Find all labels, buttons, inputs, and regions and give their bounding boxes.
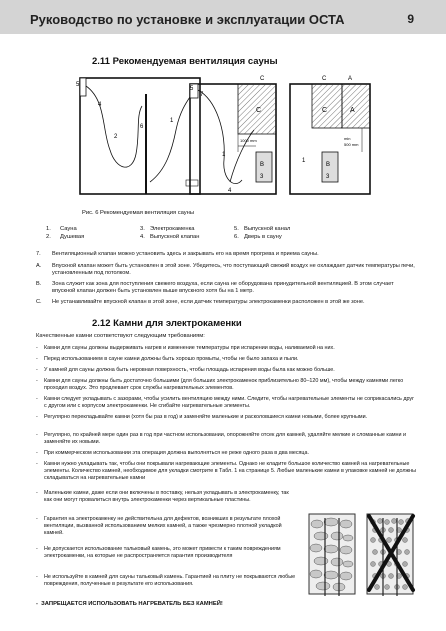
label-four-left: 4 [98, 102, 102, 108]
list-item: - При коммерческом использовании эта операция должна выполняться не реже одного раза в два месяца. [36, 450, 310, 456]
legend-num: 3. [140, 226, 145, 232]
legend-text: Электрокаменка [150, 226, 195, 232]
list-item: - Камни нужно укладывать так, чтобы они покрывали нагревающие элементы. Однако не кладите большое количество камней на нагревательные элементы. Количество камней, необходимое для укладки смотрите в Табл. 1 на странице 5. Любые маленькие камни в упаковке камней не должны складываться на нагревательные камни [36, 461, 416, 481]
note-text: Впускной клапан может быть установлен в этой зоне. Убедитесь, что поступающий свежий воздух не охлаждает датчик температуры печи, установленным под потолком. [52, 263, 415, 276]
note-item [36, 251, 416, 258]
legend-text: Сауна [60, 226, 77, 232]
note-text: Вентиляционный клапан можно установить здесь и закрывать его на время прогрева и приема сауны. [52, 251, 319, 257]
label-b-mid: B [260, 162, 265, 168]
list-item: - Регулярно перекладывайте камни (хотя бы раз в год) и заменяйте маленькие и расколовшиеся камни новыми, более крупными. [36, 414, 368, 420]
note-item [36, 281, 416, 295]
label-five-left: 5 [76, 82, 80, 88]
list-item: - Не допускается использование тальковый камень, это может привести к таким повреждениям электрокаменки, на которые не распространяется гарантия производителя [36, 546, 281, 559]
stones-intro: Качественные камни соответствуют следующим требованиям: [36, 333, 205, 339]
label-one-right: 1 [302, 158, 306, 164]
list-item: - Камни для сауны должны выдерживать нагрев и изменение температуры при испарении воды, наливаемой на них. [36, 345, 335, 351]
left-diagram [80, 78, 200, 194]
label-b-right: B [326, 162, 331, 168]
note-text: Зона служит как зона для поступления свежего воздуха, если сауна не оборудована принудительной вентиляцией. В этом случает впускной клапан должен быть установлен выше впускного хотя бы на 1 метр. [52, 281, 394, 294]
label-one-mid: 1 [222, 152, 226, 158]
label-five-mid: 5 [190, 86, 194, 92]
correct-stones-image [309, 514, 355, 596]
note-key: A. [36, 263, 42, 269]
label-a-right-zone: A [350, 107, 355, 114]
label-four-mid: 4 [228, 188, 232, 194]
note-key: 7. [36, 251, 41, 257]
label-one-left: 1 [170, 118, 174, 124]
list-item: - У камней для сауны должна быть неровная поверхность, чтобы площадь испарения воды была как можно больше. [36, 367, 335, 373]
list-item: - Камни следует укладывать с зазорами, чтобы усилить вентиляцию между ними. Следите, чтобы нагревательные элементы не соприкасались друг с другом или с корпусом электрокаменки. Не сгибайте нагревательные элементы. [36, 396, 415, 409]
ventilation-figure [76, 70, 376, 210]
list-item: - Камни для сауны должны быть достаточно большими (для больших электрокаменок приблизительно 80–120 мм), чтобы между камнями легко проходил воздух. Это продлевает срок службы нагревательных элементов. [36, 378, 404, 391]
label-min: min [344, 136, 351, 141]
note-item [36, 263, 416, 277]
legend-text: Дверь в сауну [244, 234, 282, 240]
stone-placement-figure [303, 510, 421, 598]
label-c-right-top: C [322, 76, 327, 82]
label-a-right-top: A [348, 76, 353, 82]
list-item: - Перед использованием в сауне камни должны быть хорошо промыты, чтобы не было запаха и пыли. [36, 356, 299, 362]
label-c-mid-top: C [260, 76, 265, 82]
figure-legend [46, 226, 290, 242]
label-six: 6 [140, 124, 144, 130]
document-title: Руководство по установке и эксплуатации ОСТА [30, 12, 345, 27]
incorrect-stones-image [367, 514, 413, 596]
list-item: - Маленькие камни, даже если они включены в поставку, нельзя укладывать в электрокаменку, так как они могут провалиться внутрь электрокаменки через вертикальные пластины. [36, 490, 289, 503]
legend-num: 5. [234, 226, 239, 232]
figure-caption: Рис. 6 Рекомендуемая вентиляция сауны [82, 210, 195, 216]
label-three-mid: 3 [260, 174, 264, 180]
section-heading-stones: 2.12 Камни для электрокаменки [92, 318, 242, 329]
label-seven: 7 [200, 92, 204, 98]
label-two: 2 [114, 134, 118, 140]
note-key: B. [36, 281, 42, 287]
legend-num: 4. [140, 234, 145, 240]
label-three-right: 3 [326, 174, 330, 180]
label-c-mid-zone: C [256, 107, 262, 114]
page-header [0, 0, 446, 34]
note-key: C. [36, 299, 42, 305]
label-c-right-zone: C [322, 107, 328, 114]
legend-text: Выпускной клапан [150, 234, 200, 240]
list-item: - Гарантия на электрокаменку не действительна для дефектов, возникших в результате плохой вентиляции, вызванной использованием мелких камней, а также чрезмерно плотной укладкой камней. [36, 516, 282, 536]
label-1000mm: 1000 mm [240, 138, 257, 143]
section-heading-ventilation: 2.11 Рекомендуемая вентиляция сауны [92, 56, 278, 67]
legend-text: Выпускной канал [244, 226, 291, 232]
note-text: Не устанавливайте впускной клапан в этой зоне, если датчик температуры электрокаменки расположен в этой же зоне. [52, 299, 365, 305]
note-item [36, 299, 416, 306]
right-diagram [290, 84, 370, 194]
list-item: - Не используйте в камней для сауны тальковый камень. Гарантией на плиту не покрываются любые повреждения, полученные в результате его использования. [36, 574, 296, 587]
legend-num: 1. [46, 226, 51, 232]
legend-text: Душевая [60, 234, 85, 240]
warning-text: - ЗАПРЕЩАЕТСЯ ИСПОЛЬЗОВАТЬ НАГРЕВАТЕЛЬ БЕЗ КАМНЕЙ! [36, 601, 223, 607]
legend-num: 2. [46, 234, 51, 240]
page-number: 9 [407, 12, 414, 26]
list-item: - Регулярно, по крайней мере один раз в год при частном использовании, опорожняйте отсек для камней, удаляйте мелкие и сломанные камни и заменяйте их новыми. [36, 432, 407, 445]
legend-num: 6. [234, 234, 239, 240]
label-500mm: 500 mm [344, 142, 359, 147]
